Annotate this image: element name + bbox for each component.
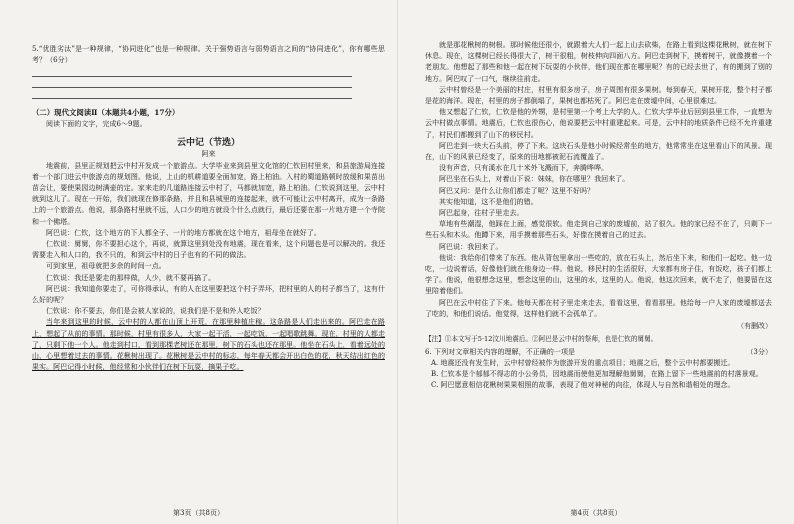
passage-paragraph-b: 当年来到这里的时候，云中村的人都在山顶上开荒，在那里种植庄稼。这条路是人们走出来的。阿巴走在路上，想起了从前的事情。那时候，村里有很多人，大家一起干活，一起吃饭，一起唱歌跳舞。现在，村里的人都走了，只剩下他一个人。他走到村口，看到那棵老树还在那里，树下的石头也还在那里。他坐在石头上，看着远处的山，心里想着过去的事情。花楸树出现了。花楸树是云中村的标志，每年春天都会开出白色的花，秋天结出红色的果实。阿巴记得小时候，他经常和小伙伴们在树下玩耍，摘果子吃。 — [32, 318, 385, 372]
section-heading: （二）现代文阅读Ⅱ（本题共4小题，17分） — [32, 108, 180, 118]
question-5: 5.“优胜劣汰”是一种规律，“协同进化”也是一种规律。关于强势语言与弱势语言之间的“协同进化”，你有哪些思考？（6分） — [32, 45, 385, 65]
answer-option[interactable]: C. 阿巴愿意相信花楸树果果相照的故事，表现了他对神秘的向往，体现人与自然和谐相处的理念。 — [431, 381, 735, 390]
passage-paragraph: 地震前，县里正规划把云中村开发成一个旅游点。大学毕业来到县里文化馆的仁钦回村里来，和县旅游局连接着一个部门进云中旅游点的规划图。他说，上山的机耕道要全面加宽，路上柏油。入村的蜀道路顿时放缓和果苗出苗会让，要使果园边树满壶的定。家来走的几道路连接云中村了，马都就加宽，路上柏油。仁钦说到这里，云中村就到这儿了。现在一开始，我们就现在修那条路，并且和县城里的连接起来，就不可能让云中村离开，成为一条路上的一个旅游点。他说，那条路村里就不远，人口少的地方就设个什么点就行，最后还要在那一片地方建一个寺院和一个佛塔。 — [32, 161, 385, 226]
passage-paragraph: 仁钦说：我还是要走的那样做，人少，就不要再搞了。 — [46, 273, 216, 282]
answer-option[interactable]: B. 仁钦本是个郁郁不得志的小公务员，因地震而使他更加理解他舅舅，在路上留下一些地震前的村落景观。 — [431, 369, 763, 378]
passage-paragraph: 阿巴说：仁钦，这个地方的下人都全子、一片的地方都就在这个地方，祖母坐在就好了。 — [46, 228, 321, 237]
answer-line — [32, 76, 352, 77]
answer-line — [32, 98, 352, 99]
question-6 — [425, 347, 772, 358]
passage-paragraph: 仁钦说：舅舅，你不要担心这个，再说，就算这里到处没有地震，现在看来，这个问题也是可以解决的。我还需要走入和人口的，我不只的，和到云中村的日子也有的不同的做法。 — [32, 240, 385, 260]
passage-paragraph: 阿巴说：我知道你要走了，可你得承认，有的人在这里要把这个村子弄坏，把村里的人的村子都当了，这有什么好的呢？ — [32, 284, 385, 305]
passage-author: 阿来 — [201, 149, 216, 158]
passage-paragraph: 可到家里，祖母就把多余的时间一点。 — [46, 262, 166, 271]
passage-paragraph: 云中村曾经是一个美丽的村庄，村里有很多房子，房子周围有很多果树。每到春天，果树开花，整个村子都是花的海洋。现在，村里的房子都倒塌了，果树也都枯死了。阿巴走在废墟中间，心里很难过。 — [425, 85, 772, 106]
passage-paragraph: 仁钦说：你不要去，你们是会被人家说的，说我们是不是和外人吃饭？ — [46, 307, 265, 316]
passage-tail: （有删改） — [737, 322, 772, 331]
question-6-stem: 6. 下列对文章相关内容的理解，不正确的一项是 — [425, 347, 576, 356]
question-6-options — [425, 358, 772, 392]
passage-paragraph: 阿巴说：我回来了。 — [439, 242, 503, 251]
passage-paragraph: 他又想起了仁钦，仁钦是他的外甥，是村里第一个考上大学的人。仁钦大学毕业后回到县里工作，一直想为云中村做点事情。地震后，仁钦也很伤心，他说要把云中村重建起来。可是，云中村的地质条件已经不允许重建了，村民们都搬到了山下的移民村。 — [425, 108, 772, 139]
passage-paragraph: 阿巴走到一块大石头前，停了下来。这块石头是他小时候经常坐的地方，他常常坐在这里看山下的风景。现在，山下的风景已经变了，原来的田地都被泥石流覆盖了。 — [425, 141, 772, 162]
passage-paragraph: 阿巴起身，往村子里走去。 — [439, 209, 524, 218]
passage-body-continued — [425, 40, 772, 320]
passage-paragraph: 其实他知道，这不是他们的错。 — [439, 197, 538, 206]
page-4 — [397, 0, 794, 524]
answer-line — [32, 87, 352, 88]
question-6-score: （3分） — [746, 347, 772, 356]
passage-paragraph: 他说：我给你们带来了东西。他从背包里拿出一些吃的，放在石头上，然后坐下来，和他们一起吃。他一边吃，一边说着话，好像他们就在他身边一样。他说，移民村的生活很好，大家都有房子住，有饭吃，孩子们都上学了。他说，他很想念这里，想念这里的山，这里的水，这里的人。他说，他这次回来，就不走了，他要留在这里陪着他们。 — [425, 253, 772, 296]
passage-title: 云中记（节选） — [176, 137, 240, 148]
answer-option[interactable]: A. 地震还没有发生时，云中村曾经被作为旅游开发的重点项目；地震之后，整个云中村都要搬迁。 — [431, 358, 735, 367]
passage-paragraph: 阿巴在云中村住了下来。他每天都在村子里走来走去，看看这里，看看那里。他给每一户人家的废墟都送去了吃的，和他们说话。他觉得，这样他们就不会孤单了。 — [425, 298, 772, 318]
instruction: 阅读下面的文字，完成6～9题。 — [46, 120, 147, 129]
passage-body — [32, 161, 385, 318]
page-footer: 第3页（共8页） — [173, 509, 224, 517]
passage-paragraph: 草地有些潮湿，他踩在上面，感觉很软。他走到自己家的废墟前，站了很久。他的家已经不在了，只剩下一些石头和木头。他蹲下来，用手摸着那些石头，好像在摸着自己的过去。 — [425, 220, 772, 240]
passage-paragraph: 阿巴坐在石头上，对着山下说：妹妹，你在哪里？我回来了。 — [439, 175, 630, 184]
page-footer: 第4页（共8页） — [570, 509, 622, 517]
passage-paragraph: 就是那花楸树的树根。那时候他还很小，就跟着大人们一起上山去砍柴，在路上看到这棵花楸树，就在树下休息。现在，这棵树已经长得很大了，树干很粗，树枝伸向四面八方。阿巴走到树下，摸着树干，就像摸着一个老朋友。他想起了那些和他一起在树下玩耍的小伙伴，他们现在都在哪里呢？有的已经去世了，有的搬到了别的地方。阿巴叹了一口气，继续往前走。 — [425, 41, 772, 83]
passage-paragraph: 没有声音，只有溪水在几十米外飞溅而下，奔腾哗哗。 — [439, 164, 609, 173]
passage-note: 【注】①本文写于5·12汶川地震后。②阿巴是云中村的祭师，也是仁钦的舅舅。 — [425, 335, 658, 344]
passage-paragraph: 阿巴又问：是什么让你们都走了呢？这里不好吗？ — [439, 186, 595, 195]
